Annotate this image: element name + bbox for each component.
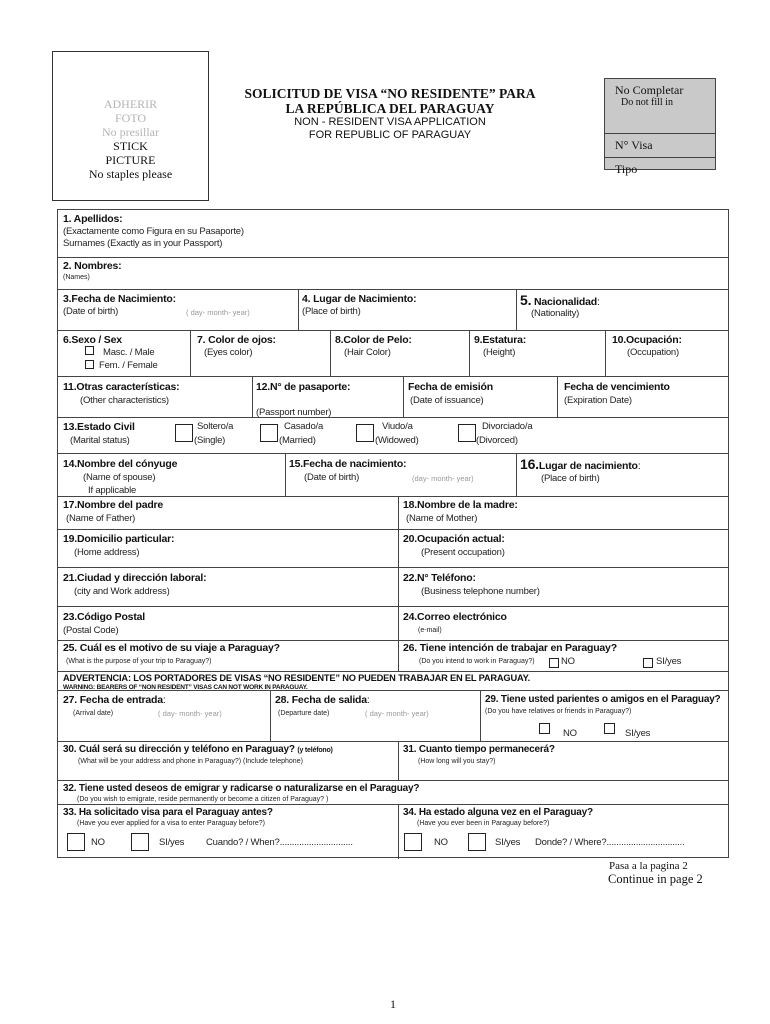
marital-married-en: (Married) — [279, 435, 316, 446]
sex-male-label: Masc. / Male — [103, 347, 155, 358]
been-before-yes-checkbox[interactable] — [468, 833, 486, 851]
eye-color-sub: (Eyes color) — [204, 347, 253, 358]
spouse-dob-hint: (day- month- year) — [412, 474, 474, 483]
nationality-field[interactable] — [520, 318, 720, 328]
mother-name-field[interactable] — [488, 512, 723, 527]
marital-status-sub: (Marital status) — [70, 435, 130, 446]
present-occupation-sub: (Present occupation) — [421, 547, 505, 558]
marital-divorced-en: (Divorced) — [476, 435, 518, 446]
office-visa-number: N° Visa — [605, 133, 715, 157]
email-label: 24.Correo electrónico — [403, 611, 507, 623]
passport-number-label: 12.N° de pasaporte: — [256, 381, 351, 393]
passport-number-sub: (Passport number) — [256, 407, 332, 418]
work-address-field[interactable] — [63, 597, 393, 605]
applied-before-no-checkbox[interactable] — [67, 833, 85, 851]
spouse-name-sub: (Name of spouse) — [83, 472, 156, 483]
expiry-date-sub: (Expiration Date) — [564, 395, 632, 406]
title-en-1: NON - RESIDENT VISA APPLICATION — [294, 116, 486, 128]
next-page-en: Continue in page 2 — [608, 872, 703, 886]
hair-color-sub: (Hair Color) — [344, 347, 391, 358]
spouse-birthplace-sub: (Place of birth) — [541, 473, 600, 484]
spouse-name-field[interactable] — [168, 472, 280, 494]
office-type: Tipo — [605, 157, 715, 179]
intend-work-sub: (Do you intend to work in Paraguay?) — [419, 658, 535, 665]
intend-work-no-label: NO — [561, 656, 575, 667]
intend-work-yes-label: SI/yes — [656, 656, 682, 667]
birthplace-field[interactable] — [302, 318, 512, 328]
relatives-no-label: NO — [563, 728, 577, 739]
paraguay-address-sub: (What will be your address and phone in Paraguay?) (Include telephone) — [78, 758, 303, 765]
spouse-dob-field[interactable] — [289, 484, 513, 495]
marital-married-checkbox[interactable] — [260, 424, 278, 442]
next-page-es: Pasa a la pagina 2 — [609, 860, 688, 872]
dob-hint: ( day- month- year) — [186, 308, 250, 317]
trip-purpose-sub: (What is the purpose of your trip to Paraguay?) — [66, 658, 212, 665]
marital-widowed-en: (Widowed) — [375, 435, 419, 446]
marital-widowed-checkbox[interactable] — [356, 424, 374, 442]
relatives-label: 29. Tiene usted parientes o amigos en el Paraguay? — [485, 694, 721, 705]
surnames-label: 1. Apellidos: — [63, 213, 123, 225]
dob-field[interactable] — [63, 318, 293, 328]
photo-line-1: ADHERIR — [103, 97, 158, 111]
names-label: 2. Nombres: — [63, 260, 122, 272]
height-label: 9.Estatura: — [474, 334, 527, 346]
birthplace-sub: (Place of birth) — [302, 306, 361, 317]
father-name-sub: (Name of Father) — [66, 513, 136, 524]
business-phone-label: 22.N° Teléfono: — [403, 572, 476, 584]
present-occupation-field[interactable] — [403, 558, 723, 566]
present-occupation-label: 20.Ocupación actual: — [403, 533, 505, 545]
spouse-name-label: 14.Nombre del cónyuge — [63, 458, 178, 470]
postal-code-label: 23.Código Postal — [63, 611, 145, 623]
eye-color-label: 7. Color de ojos: — [197, 334, 276, 346]
applied-before-no-label: NO — [91, 837, 105, 848]
arrival-date-field[interactable] — [63, 720, 265, 740]
father-name-label: 17.Nombre del padre — [63, 499, 164, 511]
trip-purpose-field[interactable] — [63, 666, 393, 670]
page-number: 1 — [390, 997, 396, 1011]
departure-date-hint: ( day- month- year) — [365, 709, 429, 718]
nationality-label: 5. Nacionalidad: — [520, 292, 600, 308]
stay-length-field[interactable] — [403, 767, 723, 779]
title-en-2: FOR REPUBLIC OF PARAGUAY — [308, 129, 472, 141]
stay-length-sub: (How long will you stay?) — [418, 758, 496, 765]
been-before-yes-label: SI/yes — [495, 837, 521, 848]
issue-date-label: Fecha de emisión — [408, 381, 493, 393]
photo-line-6: No staples please — [88, 167, 173, 181]
business-phone-sub: (Business telephone number) — [421, 586, 540, 597]
marital-single-en: (Single) — [194, 435, 226, 446]
occupation-field[interactable] — [609, 360, 727, 374]
intend-work-no-checkbox[interactable] — [549, 658, 559, 668]
home-address-label: 19.Domicilio particular: — [63, 533, 175, 545]
marital-single-checkbox[interactable] — [175, 424, 193, 442]
title-es-1: SOLICITUD DE VISA “NO RESIDENTE” PARA — [244, 86, 536, 101]
paraguay-address-label: 30. Cuál será su dirección y teléfono en Paraguay? (y teléfono) — [63, 744, 333, 755]
arrival-date-label: 27. Fecha de entrada: — [63, 694, 166, 706]
business-phone-field[interactable] — [403, 597, 723, 605]
warning-en: WARNING: BEARERS OF “NON RESIDENT” VISAS CAN NOT WORK IN PARAGUAY. — [63, 684, 308, 691]
names-sub: (Names) — [63, 274, 90, 281]
applied-before-when: Cuando? / When?.............................. — [206, 837, 353, 848]
email-field[interactable] — [458, 624, 723, 638]
photo-line-4: STICK — [113, 139, 148, 153]
applied-before-yes-checkbox[interactable] — [131, 833, 149, 851]
photo-line-2: FOTO — [114, 111, 147, 125]
intend-work-label: 26. Tiene intención de trabajar en Paraguay? — [403, 642, 617, 654]
form-title — [200, 86, 580, 142]
departure-date-field[interactable] — [275, 720, 475, 740]
postal-code-sub: (Postal Code) — [63, 625, 119, 636]
other-characteristics-sub: (Other characteristics) — [80, 395, 169, 406]
relatives-sub: (Do you have relatives or friends in Paraguay?) — [485, 708, 632, 715]
spouse-dob-label: 15.Fecha de nacimiento: — [289, 458, 407, 470]
marital-divorced-checkbox[interactable] — [458, 424, 476, 442]
stay-length-label: 31. Cuanto tiempo permanecerá? — [403, 744, 555, 755]
application-form — [57, 209, 729, 858]
mother-name-sub: (Name of Mother) — [406, 513, 478, 524]
eye-color-field[interactable] — [194, 360, 326, 374]
marital-status-label: 13.Estado Civil — [63, 421, 135, 433]
paraguay-address-field[interactable] — [63, 767, 393, 779]
sex-female-label: Fem. / Female — [99, 360, 158, 371]
home-address-sub: (Home address) — [74, 547, 140, 558]
occupation-sub: (Occupation) — [627, 347, 679, 358]
spouse-name-applicable: If applicable — [88, 485, 137, 496]
issue-date-field[interactable] — [408, 406, 553, 416]
nationality-sub: (Nationality) — [531, 308, 580, 319]
departure-date-sub: (Departure date) — [278, 710, 330, 717]
title-es-2: LA REPÚBLICA DEL PARAGUAY — [285, 101, 495, 116]
departure-date-label: 28. Fecha de salida: — [275, 694, 370, 706]
intend-work-yes-checkbox[interactable] — [643, 658, 653, 668]
applied-before-sub: (Have you ever applied for a visa to enter Paraguay before?) — [77, 820, 265, 827]
postal-code-field[interactable] — [138, 624, 393, 638]
mother-name-label: 18.Nombre de la madre: — [403, 499, 518, 511]
home-address-field[interactable] — [63, 558, 393, 566]
sex-male-checkbox[interactable] — [85, 346, 94, 355]
surnames-sub-es: (Exactamente como Figura en su Pasaporte) — [63, 226, 244, 237]
surnames-sub-en: Surnames (Exactly as in your Passport) — [63, 238, 223, 249]
photo-box — [52, 51, 209, 201]
spouse-dob-sub: (Date of birth) — [304, 472, 360, 483]
dob-sub: (Date of birth) — [63, 306, 119, 317]
trip-purpose-label: 25. Cuál es el motivo de su viaje a Paraguay? — [63, 642, 280, 654]
issue-date-sub: (Date of issuance) — [410, 395, 484, 406]
father-name-field[interactable] — [148, 512, 393, 527]
relatives-yes-checkbox[interactable] — [604, 723, 615, 734]
been-before-no-checkbox[interactable] — [404, 833, 422, 851]
marital-single-es: Soltero/a — [197, 421, 234, 432]
birthplace-label: 4. Lugar de Nacimiento: — [302, 293, 417, 305]
names-field[interactable] — [158, 260, 718, 286]
relatives-yes-label: SI/yes — [625, 728, 651, 739]
surnames-field[interactable] — [318, 224, 718, 252]
office-no-fill: No Completar Do not fill in — [615, 83, 684, 108]
work-address-label: 21.Ciudad y dirección laboral: — [63, 572, 207, 584]
other-characteristics-label: 11.Otras características: — [63, 381, 180, 393]
been-before-where: Donde? / Where?................................ — [535, 837, 685, 848]
hair-color-field[interactable] — [334, 360, 466, 374]
occupation-label: 10.Ocupación: — [612, 334, 682, 346]
warning-es: ADVERTENCIA: LOS PORTADORES DE VISAS “NO RESIDENTE” NO PUEDEN TRABAJAR EN EL PARAGUAY. — [63, 673, 530, 683]
been-before-label: 34. Ha estado alguna vez en el Paraguay? — [403, 807, 593, 818]
photo-line-5: PICTURE — [105, 153, 156, 167]
spouse-birthplace-label: 16.Lugar de nacimiento: — [520, 456, 641, 472]
relatives-no-checkbox[interactable] — [539, 723, 550, 734]
sex-label: 6.Sexo / Sex — [63, 334, 122, 346]
marital-married-es: Casado/a — [284, 421, 324, 432]
marital-widowed-es: Viudo/a — [382, 421, 413, 432]
email-sub: (e-mail) — [418, 627, 442, 634]
sex-female-checkbox[interactable] — [85, 360, 94, 369]
arrival-date-sub: (Arrival date) — [73, 710, 114, 717]
arrival-date-hint: ( day- month- year) — [158, 709, 222, 718]
emigrate-label: 32. Tiene usted deseos de emigrar y radicarse o naturalizarse en el Paraguay? — [63, 783, 420, 794]
expiry-date-label: Fecha de vencimiento — [564, 381, 670, 393]
dob-label: 3.Fecha de Nacimiento: — [63, 293, 176, 305]
other-characteristics-field[interactable] — [63, 406, 249, 416]
applied-before-yes-label: SI/yes — [159, 837, 185, 848]
photo-line-3: No presillar — [102, 125, 159, 139]
passport-number-field[interactable] — [256, 393, 400, 405]
height-sub: (Height) — [483, 347, 516, 358]
height-field[interactable] — [473, 360, 601, 374]
applied-before-label: 33. Ha solicitado visa para el Paraguay antes? — [63, 807, 273, 818]
work-address-sub: (city and Work address) — [74, 586, 170, 597]
office-use-box — [604, 78, 716, 176]
hair-color-label: 8.Color de Pelo: — [335, 334, 412, 346]
been-before-sub: (Have you ever been in Paraguay before?) — [417, 820, 550, 827]
expiry-date-field[interactable] — [562, 406, 722, 416]
marital-divorced-es: Divorciado/a — [482, 421, 533, 432]
been-before-no-label: NO — [434, 837, 448, 848]
spouse-birthplace-field[interactable] — [520, 484, 720, 495]
emigrate-sub: (Do you wish to emigrate, reside permanently or become a citizen of Paraguay? ) — [77, 796, 329, 803]
